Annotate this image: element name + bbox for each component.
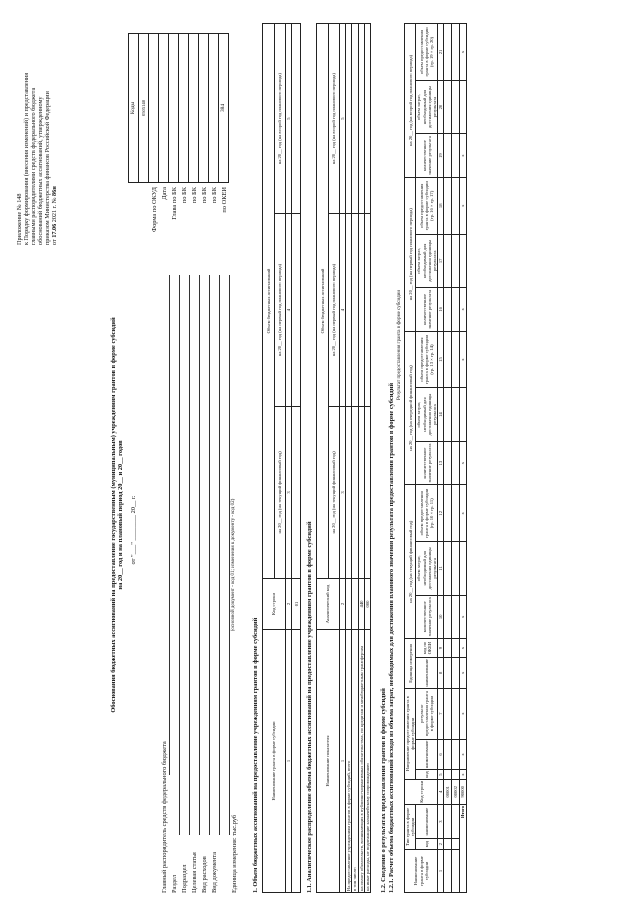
codes-header: Коды: [129, 34, 139, 183]
table-1-1-header: Объем бюджетных ассигнований: [317, 24, 329, 579]
info-label: Единица измерения: тыс.руб: [231, 814, 238, 893]
info-label: Подраздел: [181, 864, 188, 893]
info-label: Вид документа: [211, 851, 218, 893]
column-number: 9: [438, 639, 444, 658]
cross-mark: x: [460, 657, 466, 688]
section-1-2-1-title: 1.2.1. Расчет объема бюджетных ассигнований исходя из объема затрат, необходимых для достижения планового значения результата предоставления грантов в форме субсидий: [388, 382, 395, 893]
section-1-1-title: 1.1. Аналитическое распределение объема бюджетных ассигнований на предоставление учреждениям грантов в форме субсидий: [306, 521, 313, 893]
table-1-2-header: Тип гранта в форме субсидии: [405, 804, 416, 849]
table-1-2-header: код: [416, 770, 438, 780]
column-number: 6: [438, 739, 444, 770]
title-line: Обоснования бюджетных ассигнований на предоставление государственным (муниципальным) учреждениям грантов в форме субсидий: [110, 317, 117, 713]
table-1-2-header: количественное значение результата: [416, 288, 438, 332]
table-1-2-header: объем затрат, необходимый для достижения единицы результата: [416, 542, 438, 595]
table-1-1-header: на 20__ год (на второй год планового периода): [328, 24, 340, 214]
table-1-2-header: Единица измерения: [405, 639, 416, 689]
table-1-1-row-name: на оплату обязательств, возникающих в публично-нормативных обязательствах, по кредитам и межбюджетным трансфертам: [358, 630, 364, 893]
row-code: 000: [364, 579, 370, 630]
table-1-2-header: объем затрат, необходимый для достижения единицы результата: [416, 388, 438, 441]
cross-mark: x: [460, 331, 466, 388]
row-code: 440: [358, 579, 364, 630]
column-number: 17: [438, 234, 444, 287]
table-1-2-header: на 20__ год (на очередной финансовый год): [405, 331, 416, 485]
cross-mark: x: [460, 739, 466, 770]
table-1-2-header: объем затрат, необходимый для достижения единицы результата: [416, 234, 438, 287]
cross-mark: x: [460, 688, 466, 739]
info-label: Главный распорядитель средств федерального бюджета: [161, 741, 168, 893]
row-code: 90000: [460, 779, 466, 804]
table-1-2-header: количественное значение результата: [416, 441, 438, 485]
table-1-2-header: наименование: [416, 657, 438, 688]
table-1-1-header: на 20__ год (на первый год планового периода): [328, 214, 340, 407]
column-number: 20: [438, 80, 444, 133]
info-label: Целевая статья: [191, 852, 198, 893]
column-number: 2: [286, 579, 292, 630]
info-label: Вид расходов: [201, 856, 208, 893]
order-number-label: №: [51, 197, 58, 204]
code-label: Дата: [161, 187, 168, 200]
row-code: 01: [292, 579, 301, 630]
section-1-title: 1. Объем бюджетных ассигнований на предоставление учреждениям грантов в форме субсидий: [252, 617, 259, 893]
cross-mark: x: [460, 177, 466, 234]
cross-mark: x: [460, 485, 466, 542]
table-1-2-header: на 20__ год (на первый год планового периода): [405, 177, 416, 331]
table-1-2-header: Направление предоставления гранта в форме субсидии: [405, 688, 416, 779]
table-1-header: Код строки: [263, 579, 286, 630]
column-number: 3: [438, 804, 444, 839]
code-label: по ОКЕИ: [221, 187, 228, 213]
cross-mark: x: [460, 24, 466, 81]
table-1-2-header: наименование: [416, 739, 438, 770]
table-1-1-header: на 20__ год (на текущий финансовый год): [328, 406, 340, 578]
column-number: 1: [286, 630, 292, 893]
table-1-2-header: количественное значение результата: [416, 134, 438, 178]
column-number: 4: [340, 214, 346, 407]
info-note: (основной документ - код 01; изменения к документу - код 02): [231, 498, 236, 632]
appendix-number: Приложение № 148: [16, 193, 23, 245]
order-date: [51, 73, 58, 245]
table-1-2-header: наименование: [416, 804, 438, 839]
table-1-1-header: Наименование показателя: [317, 630, 340, 893]
table-1-1-row-name: в том числе:: [352, 630, 358, 893]
codes-okud-value: 0505148: [139, 34, 149, 183]
appendix-line: главными распорядителями средств федерального бюджета: [30, 87, 37, 245]
column-number: 2: [340, 579, 346, 630]
code-label: по БК: [181, 187, 188, 204]
column-number: 12: [438, 485, 444, 542]
table-1-1-row-name: На предоставление учреждениям грантов в форме субсидий, всего: [346, 630, 352, 893]
table-1-1-header: Аналитический код: [317, 579, 340, 630]
underline: [169, 275, 170, 775]
column-number: 5: [438, 770, 444, 780]
table-1-2-header: объем затрат, необходимый для достижения единицы результата: [416, 80, 438, 133]
table-1-header: на 20__ год (на второй год планового периода): [274, 24, 286, 214]
column-number: 15: [438, 331, 444, 388]
column-number: 13: [438, 441, 444, 485]
cross-mark: x: [460, 595, 466, 639]
code-label: по БК: [211, 187, 218, 204]
underline: [199, 275, 200, 835]
title-date: от "___" ________ 20__ г.: [130, 495, 137, 565]
appendix-header: [16, 73, 58, 245]
underline: [219, 275, 220, 835]
code-label: Глава по БК: [171, 187, 178, 220]
cross-mark: x: [460, 441, 466, 485]
cross-mark: x: [460, 639, 466, 658]
table-1: [262, 23, 301, 893]
table-1-2-1: [404, 23, 467, 893]
appendix-line: обоснований бюджетных ассигнований, утвержденному: [37, 96, 44, 245]
appendix-line: к Порядку формирования (внесения изменений) и представления: [23, 72, 30, 245]
column-number: 5: [340, 24, 346, 214]
codes-labels: [150, 187, 230, 265]
column-number: 3: [286, 406, 292, 578]
table-1-2-header: объем предоставления гранта в форме субсидии (гр. 13 × гр. 14): [416, 331, 438, 388]
table-1-2-header: код: [416, 839, 438, 850]
column-number: 4: [438, 779, 444, 804]
info-label: Раздел: [171, 874, 178, 893]
row-code: 00002: [452, 779, 460, 804]
table-1-2-header: на 20__ год (на текущий финансовый год): [405, 485, 416, 639]
table-1-header: на 20__ год (на первый год планового периода): [274, 214, 286, 407]
column-number: 19: [438, 134, 444, 178]
code-label: Форма по ОКУД: [151, 187, 158, 232]
table-1-1-row-name: на иные расходы, не подлежащие казначейскому сопровождению: [364, 630, 370, 893]
section-1-2-title: 1.2. Сведения о результатах предоставления грантов в форме субсидий: [380, 688, 387, 893]
order-year: 2021 г.: [51, 204, 58, 223]
cross-mark: x: [460, 770, 466, 780]
total-label: Итого: [460, 804, 466, 892]
code-label: по БК: [191, 187, 198, 204]
table-1-2-header: на 20__ год (на второй год планового периода): [405, 24, 416, 178]
code-label: по БК: [201, 187, 208, 204]
table-1-header: Объем бюджетных ассигнований: [263, 24, 275, 579]
column-number: 11: [438, 542, 444, 595]
cross-mark: x: [460, 288, 466, 332]
column-number: 2: [438, 839, 444, 850]
table-1-1: [316, 23, 371, 893]
page-title: [110, 275, 124, 755]
table-1-2-header: Наименование гранта в форме субсидии: [405, 850, 438, 893]
column-number: 5: [286, 24, 292, 214]
appendix-line: приказом Министерства финансов Российской Федерации: [44, 91, 51, 245]
table-1-2-header: объем предоставления гранта в форме субсидии (гр. 10 × гр. 11): [416, 485, 438, 542]
column-number: 18: [438, 177, 444, 234]
table-1-2-header: код по ОКЕИ: [416, 639, 438, 658]
column-number: 1: [438, 850, 444, 893]
codes-okei-value: 384: [219, 34, 229, 183]
order-number-value: 86н: [51, 186, 58, 196]
column-number: 16: [438, 288, 444, 332]
column-number: 4: [286, 214, 292, 407]
underline: [189, 275, 190, 835]
table-1-header: на 20__ год (на текущий финансовый год): [274, 406, 286, 578]
column-number: 1: [340, 630, 346, 893]
codes-table: [128, 33, 229, 183]
column-number: 7: [438, 688, 444, 739]
title-line: на 20__ год и на плановый период 20__ и 20__ годов: [117, 440, 125, 590]
column-number: 10: [438, 595, 444, 639]
cross-mark: x: [460, 134, 466, 178]
table-1-2-header: объем предоставления гранта в форме субсидии (гр. 16 × гр. 17): [416, 177, 438, 234]
table-1-2-header: объем предоставления гранта в форме субсидии (гр. 19 × гр. 20): [416, 24, 438, 81]
row-code: 00001: [444, 779, 452, 804]
table-1-header: Наименование гранта в форме субсидии: [263, 630, 286, 893]
column-number: 3: [340, 406, 346, 578]
order-date-value: 17.06: [51, 223, 58, 238]
underline: [209, 275, 210, 835]
order-date-prefix: от: [51, 239, 58, 245]
underline: [179, 275, 180, 835]
table-1-2-header: Код строки: [405, 779, 438, 804]
table-1-2-header: количественное значение результата: [416, 595, 438, 639]
info-labels: [160, 741, 240, 893]
table-1-2-header: результат предоставления гранта в форме субсидии: [416, 688, 438, 739]
result-caption: Результат предоставления гранта в форме субсидии: [397, 289, 402, 401]
column-number: 14: [438, 388, 444, 441]
column-number: 21: [438, 24, 444, 81]
column-number: 8: [438, 657, 444, 688]
